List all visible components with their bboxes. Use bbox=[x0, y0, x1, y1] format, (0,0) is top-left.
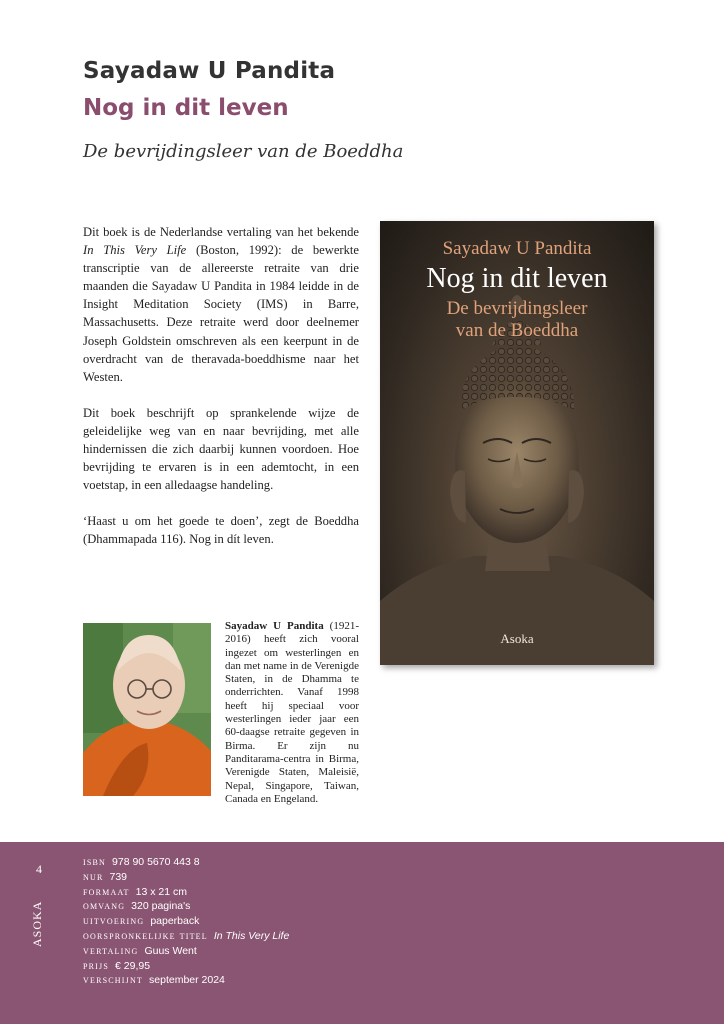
meta-row bbox=[83, 930, 289, 945]
book-cover bbox=[380, 221, 654, 665]
paragraph-1: Dit boek is de Nederlandse vertaling van het bekende In This Very Life (Boston, 1992): de bewerkte transcriptie van de allereerste retraite van drie maanden die Sayadaw U Pandita in 1984 leidde in de Insight Meditation Society (IMS) in Barre, Massachusetts. Deze retraite werd door deelnemer Joseph Goldstein omschreven als een keerpunt in de overdracht van de theravada-boeddhisme naar het Westen. bbox=[83, 225, 360, 384]
meta-label: omvang bbox=[83, 900, 126, 913]
cover-publisher: Asoka bbox=[500, 631, 534, 646]
publisher-brand: ASOKA bbox=[30, 900, 44, 947]
meta-row bbox=[83, 915, 289, 930]
meta-value: In This Very Life bbox=[213, 929, 290, 942]
description-body bbox=[83, 223, 359, 567]
meta-row bbox=[83, 871, 289, 886]
cover-subtitle: De bevrijdingsleer van de Boeddha bbox=[446, 298, 588, 341]
meta-value: 978 90 5670 443 8 bbox=[112, 856, 200, 868]
paragraph-2: Dit boek beschrijft op sprankelende wijze de geleidelijke weg van en naar bevrijding, met alle hindernissen die zich daarbij kunnen voordoen. Hoe bevrijding te ervaren is in een ademtocht, in een voetstap, in een alledaagse handeling. bbox=[83, 405, 359, 493]
cover-title: Nog in dit leven bbox=[426, 263, 608, 294]
meta-row bbox=[83, 886, 289, 901]
meta-value: Guus Went bbox=[144, 944, 197, 957]
original-title: In This Very Life bbox=[83, 243, 187, 258]
page-number: 4 bbox=[36, 862, 42, 876]
meta-label: verschijnt bbox=[83, 974, 144, 987]
author-photo bbox=[83, 623, 211, 796]
footer-band bbox=[0, 842, 724, 1024]
meta-value: paperback bbox=[150, 915, 200, 928]
book-subtitle: De bevrijdingsleer van de Boeddha bbox=[83, 141, 404, 162]
meta-label: vertaling bbox=[83, 944, 139, 957]
meta-label: isbn bbox=[83, 856, 107, 868]
book-metadata bbox=[83, 856, 289, 989]
meta-label: formaat bbox=[83, 885, 130, 898]
meta-label: oorspronkelijke titel bbox=[83, 929, 208, 942]
paragraph-3: ‘Haast u om het goede te doen’, zegt de Boeddha (Dhammapada 116). Nog in dít leven. bbox=[83, 514, 359, 547]
book-title: Nog in dit leven bbox=[83, 95, 289, 121]
monk-portrait bbox=[83, 623, 211, 796]
meta-row bbox=[83, 900, 289, 915]
meta-row bbox=[83, 945, 289, 960]
meta-value: € 29,95 bbox=[115, 959, 151, 972]
meta-label: nur bbox=[83, 870, 104, 883]
meta-row bbox=[83, 960, 289, 975]
meta-row bbox=[83, 974, 289, 989]
author-bio bbox=[225, 620, 359, 806]
meta-value: 13 x 21 cm bbox=[135, 885, 187, 898]
bio-text: (1921-2016) heeft zich vooral ingezet om westerlingen en dan met name in de Verenigde Staten, in de Dhamma te onderrichten. Vanaf 1998 heeft hij speciaal voor westerlingen ieder jaar een 60-daagse retraite gegeven in Birma. Er zijn nu Panditarama-centra in Birma, Verenigde Staten, Maleisië, Nepal, Singapore, Taiwan, Canada en Engeland. bbox=[225, 620, 360, 805]
cover-author: Sayadaw U Pandita bbox=[442, 238, 592, 259]
meta-value: september 2024 bbox=[149, 974, 225, 987]
meta-label: prijs bbox=[83, 959, 110, 972]
bio-name: Sayadaw U Pandita bbox=[225, 620, 324, 632]
meta-label: uitvoering bbox=[83, 915, 145, 928]
author-name: Sayadaw U Pandita bbox=[83, 58, 336, 84]
meta-row bbox=[83, 856, 289, 871]
meta-value: 320 pagina's bbox=[131, 900, 191, 913]
meta-value: 739 bbox=[109, 870, 128, 883]
